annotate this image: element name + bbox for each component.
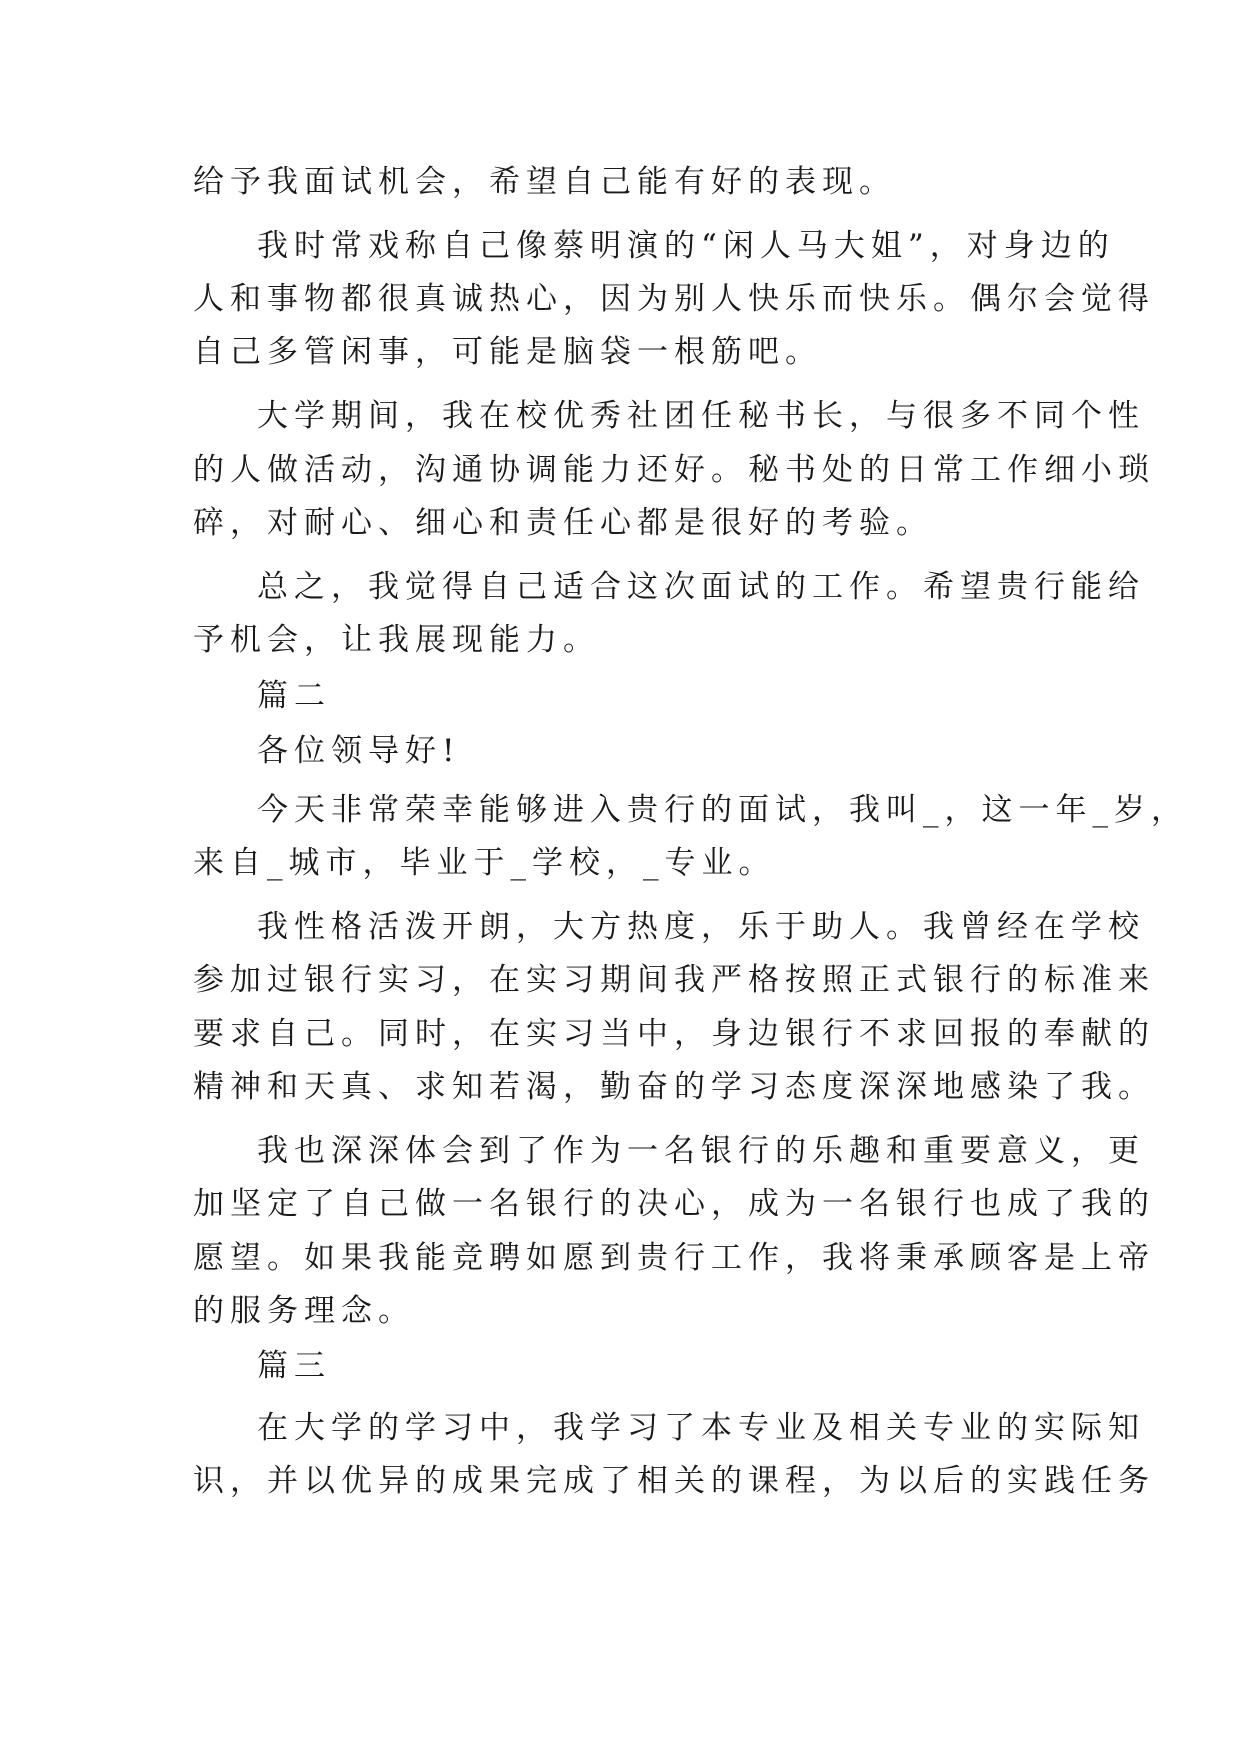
paragraph-line: 的人做活动，沟通协调能力还好。秘书处的日常工作细小琐 xyxy=(193,452,1155,488)
paragraph-line: 总之，我觉得自己适合这次面试的工作。希望贵行能给 xyxy=(257,569,1145,605)
paragraph-line: 识，并以优异的成果完成了相关的课程，为以后的实践任务 xyxy=(193,1463,1155,1499)
paragraph-line: 精神和天真、求知若渴，勤奋的学习态度深深地感染了我。 xyxy=(193,1069,1155,1105)
paragraph-line: 我时常戏称自己像蔡明演的“闲人马大姐”，对身边的 xyxy=(257,228,1115,264)
paragraph-line: 参加过银行实习，在实习期间我严格按照正式银行的标准来 xyxy=(193,962,1155,998)
paragraph-line: 今天非常荣幸能够进入贵行的面试，我叫_，这一年_岁， xyxy=(257,792,1188,828)
paragraph-line: 来自_城市，毕业于_学校，_专业。 xyxy=(193,845,776,881)
paragraph-line: 我性格活泼开朗，大方热度，乐于助人。我曾经在学校 xyxy=(257,909,1145,945)
section-heading: 篇三 xyxy=(257,1348,331,1384)
paragraph-line: 自己多管闲事，可能是脑袋一根筋吧。 xyxy=(193,334,822,370)
paragraph-line: 大学期间，我在校优秀社团任秘书长，与很多不同个性 xyxy=(257,398,1145,434)
paragraph-line: 予机会，让我展现能力。 xyxy=(193,622,600,658)
paragraph-line: 愿望。如果我能竞聘如愿到贵行工作，我将秉承顾客是上帝 xyxy=(193,1240,1155,1276)
paragraph-line: 的服务理念。 xyxy=(193,1293,415,1329)
paragraph-line: 加坚定了自己做一名银行的决心，成为一名银行也成了我的 xyxy=(193,1186,1155,1222)
section-heading: 篇二 xyxy=(257,678,331,714)
greeting-line: 各位领导好! xyxy=(257,733,461,769)
paragraph-line: 我也深深体会到了作为一名银行的乐趣和重要意义，更 xyxy=(257,1133,1145,1169)
paragraph-line: 要求自己。同时，在实习当中，身边银行不求回报的奉献的 xyxy=(193,1016,1155,1052)
paragraph-line: 碎，对耐心、细心和责任心都是很好的考验。 xyxy=(193,505,933,541)
paragraph-line: 在大学的学习中，我学习了本专业及相关专业的实际知 xyxy=(257,1410,1145,1446)
paragraph-line: 人和事物都很真诚热心，因为别人快乐而快乐。偶尔会觉得 xyxy=(193,281,1155,317)
paragraph-line: 给予我面试机会，希望自己能有好的表现。 xyxy=(193,164,896,200)
